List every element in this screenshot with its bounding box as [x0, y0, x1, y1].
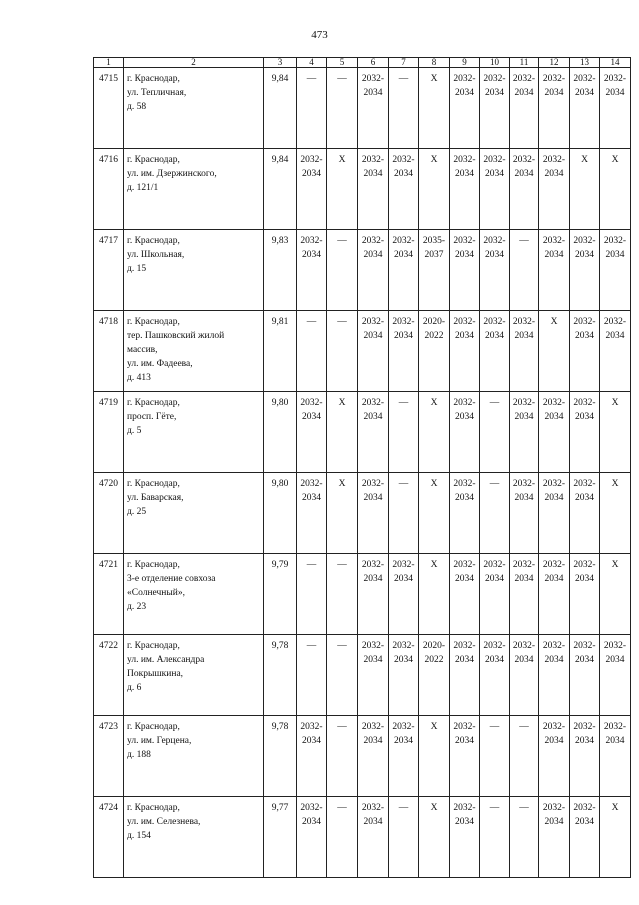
address-line: д. 58 — [127, 102, 147, 112]
period-cell: 2032- 2034 — [570, 311, 600, 392]
period-cell: — — [510, 230, 539, 311]
address-line: ул. им. Фадеева, — [127, 359, 193, 369]
address-line: ул. им. Селезнева, — [127, 817, 201, 827]
row-number: 4721 — [94, 554, 124, 635]
period-cell: 2032- 2034 — [450, 392, 480, 473]
row-number: 4722 — [94, 635, 124, 716]
period-cell: — — [327, 311, 358, 392]
table-row — [94, 392, 631, 473]
period-cell: X — [600, 392, 631, 473]
period-cell: X — [419, 716, 450, 797]
period-cell: 2032- 2034 — [450, 473, 480, 554]
column-header: 12 — [539, 58, 570, 68]
address-line: г. Краснодар, — [127, 236, 180, 246]
period-cell: 2032- 2034 — [570, 797, 600, 878]
period-cell: 2032- 2034 — [450, 635, 480, 716]
table-row — [94, 554, 631, 635]
address-cell — [124, 635, 264, 716]
period-cell: 2032- 2034 — [450, 716, 480, 797]
period-cell: 2032- 2034 — [480, 230, 510, 311]
row-number: 4717 — [94, 230, 124, 311]
period-cell: 2032- 2034 — [358, 554, 389, 635]
period-cell: 2032- 2034 — [539, 68, 570, 149]
period-cell: — — [510, 716, 539, 797]
address-line: г. Краснодар, — [127, 155, 180, 165]
address-line: массив, — [127, 345, 158, 355]
period-cell: 2032- 2034 — [297, 797, 327, 878]
period-cell: 2032- 2034 — [297, 392, 327, 473]
column-header: 11 — [510, 58, 539, 68]
period-cell: X — [419, 473, 450, 554]
address-line: д. 5 — [127, 426, 142, 436]
period-cell: 2032- 2034 — [539, 635, 570, 716]
table-row — [94, 311, 631, 392]
period-cell: — — [389, 473, 419, 554]
address-line: д. 23 — [127, 602, 147, 612]
period-cell: X — [419, 797, 450, 878]
value-cell: 9,80 — [264, 473, 297, 554]
value-cell: 9,80 — [264, 392, 297, 473]
address-line: г. Краснодар, — [127, 74, 180, 84]
period-cell: 2032- 2034 — [297, 716, 327, 797]
value-cell: 9,79 — [264, 554, 297, 635]
period-cell: X — [419, 68, 450, 149]
address-cell — [124, 311, 264, 392]
period-cell: 2032- 2034 — [389, 230, 419, 311]
column-header: 9 — [450, 58, 480, 68]
period-cell: 2032- 2034 — [389, 311, 419, 392]
value-cell: 9,84 — [264, 68, 297, 149]
address-line: г. Краснодар, — [127, 560, 180, 570]
value-cell: 9,78 — [264, 635, 297, 716]
period-cell: X — [327, 149, 358, 230]
period-cell: — — [480, 392, 510, 473]
address-line: «Солнечный», — [127, 588, 185, 598]
table-row — [94, 797, 631, 878]
period-cell: 2032- 2034 — [510, 392, 539, 473]
data-table — [93, 57, 631, 878]
address-line: г. Краснодар, — [127, 722, 180, 732]
address-line: ул. им. Дзержинского, — [127, 169, 217, 179]
period-cell: 2032- 2034 — [450, 149, 480, 230]
period-cell: 2032- 2034 — [539, 392, 570, 473]
column-header: 3 — [264, 58, 297, 68]
address-line: д. 188 — [127, 750, 151, 760]
row-number: 4715 — [94, 68, 124, 149]
row-number: 4719 — [94, 392, 124, 473]
period-cell: 2032- 2034 — [480, 68, 510, 149]
address-line: д. 6 — [127, 683, 142, 693]
period-cell: 2032- 2034 — [600, 230, 631, 311]
address-line: ул. им. Герцена, — [127, 736, 192, 746]
period-cell: 2032- 2034 — [358, 230, 389, 311]
period-cell: 2032- 2034 — [358, 716, 389, 797]
value-cell: 9,77 — [264, 797, 297, 878]
row-number: 4723 — [94, 716, 124, 797]
period-cell: — — [480, 716, 510, 797]
value-cell: 9,84 — [264, 149, 297, 230]
period-cell: — — [480, 473, 510, 554]
address-cell — [124, 716, 264, 797]
address-line: просп. Гёте, — [127, 412, 177, 422]
period-cell: 2020- 2022 — [419, 311, 450, 392]
period-cell: — — [297, 635, 327, 716]
period-cell: 2032- 2034 — [600, 635, 631, 716]
period-cell: — — [389, 68, 419, 149]
table-row — [94, 149, 631, 230]
period-cell: 2032- 2034 — [450, 311, 480, 392]
column-header: 6 — [358, 58, 389, 68]
column-header: 4 — [297, 58, 327, 68]
address-line: г. Краснодар, — [127, 803, 180, 813]
period-cell: X — [419, 392, 450, 473]
period-cell: 2032- 2034 — [358, 68, 389, 149]
period-cell: — — [389, 797, 419, 878]
period-cell: 2032- 2034 — [570, 554, 600, 635]
row-number: 4720 — [94, 473, 124, 554]
period-cell: 2032- 2034 — [539, 149, 570, 230]
period-cell: — — [327, 635, 358, 716]
table-row — [94, 716, 631, 797]
address-line: д. 25 — [127, 507, 147, 517]
address-cell — [124, 68, 264, 149]
period-cell: — — [297, 68, 327, 149]
period-cell: 2032- 2034 — [570, 392, 600, 473]
period-cell: 2032- 2034 — [510, 149, 539, 230]
period-cell: 2032- 2034 — [358, 311, 389, 392]
address-cell — [124, 149, 264, 230]
period-cell: X — [327, 392, 358, 473]
period-cell: — — [480, 797, 510, 878]
period-cell: X — [570, 149, 600, 230]
period-cell: 2032- 2034 — [600, 716, 631, 797]
period-cell: 2032- 2034 — [389, 635, 419, 716]
period-cell: 2032- 2034 — [358, 149, 389, 230]
period-cell: 2032- 2034 — [480, 554, 510, 635]
column-header: 1 — [94, 58, 124, 68]
period-cell: 2035- 2037 — [419, 230, 450, 311]
period-cell: 2032- 2034 — [600, 311, 631, 392]
period-cell: 2032- 2034 — [297, 473, 327, 554]
table-row — [94, 635, 631, 716]
period-cell: 2032- 2034 — [389, 716, 419, 797]
period-cell: 2032- 2034 — [297, 230, 327, 311]
period-cell: X — [539, 311, 570, 392]
column-header: 5 — [327, 58, 358, 68]
period-cell: 2032- 2034 — [450, 554, 480, 635]
period-cell: 2032- 2034 — [358, 473, 389, 554]
period-cell: 2032- 2034 — [450, 230, 480, 311]
table-row — [94, 473, 631, 554]
period-cell: 2032- 2034 — [450, 797, 480, 878]
period-cell: X — [600, 473, 631, 554]
address-line: г. Краснодар, — [127, 479, 180, 489]
period-cell: 2032- 2034 — [389, 554, 419, 635]
header-row — [94, 58, 631, 68]
address-line: д. 413 — [127, 373, 151, 383]
period-cell: — — [297, 311, 327, 392]
period-cell: — — [510, 797, 539, 878]
column-header: 2 — [124, 58, 264, 68]
period-cell: X — [600, 797, 631, 878]
address-line: ул. Баварская, — [127, 493, 184, 503]
row-number: 4724 — [94, 797, 124, 878]
period-cell: — — [327, 716, 358, 797]
period-cell: — — [297, 554, 327, 635]
table-row — [94, 68, 631, 149]
period-cell: 2032- 2034 — [358, 635, 389, 716]
period-cell: X — [327, 473, 358, 554]
address-line: г. Краснодар, — [127, 641, 180, 651]
period-cell: 2032- 2034 — [358, 392, 389, 473]
period-cell: 2032- 2034 — [450, 68, 480, 149]
period-cell: 2032- 2034 — [570, 635, 600, 716]
period-cell: 2032- 2034 — [600, 68, 631, 149]
address-line: ул. Школьная, — [127, 250, 185, 260]
column-header: 7 — [389, 58, 419, 68]
row-number: 4716 — [94, 149, 124, 230]
period-cell: 2032- 2034 — [539, 473, 570, 554]
address-line: д. 121/1 — [127, 183, 159, 193]
period-cell: X — [419, 149, 450, 230]
period-cell: 2020- 2022 — [419, 635, 450, 716]
value-cell: 9,83 — [264, 230, 297, 311]
period-cell: 2032- 2034 — [510, 554, 539, 635]
period-cell: — — [389, 392, 419, 473]
address-line: д. 154 — [127, 831, 151, 841]
address-cell — [124, 797, 264, 878]
period-cell: — — [327, 230, 358, 311]
period-cell: 2032- 2034 — [480, 149, 510, 230]
period-cell: 2032- 2034 — [389, 149, 419, 230]
value-cell: 9,81 — [264, 311, 297, 392]
address-line: 3-е отделение совхоза — [127, 574, 216, 584]
period-cell: 2032- 2034 — [480, 311, 510, 392]
column-header: 10 — [480, 58, 510, 68]
column-header: 13 — [570, 58, 600, 68]
period-cell: 2032- 2034 — [297, 149, 327, 230]
address-line: тер. Пашковский жилой — [127, 331, 225, 341]
address-cell — [124, 473, 264, 554]
column-header: 8 — [419, 58, 450, 68]
address-line: ул. им. Александра — [127, 655, 205, 665]
period-cell: 2032- 2034 — [510, 635, 539, 716]
address-cell — [124, 230, 264, 311]
table-row — [94, 230, 631, 311]
period-cell: 2032- 2034 — [570, 473, 600, 554]
period-cell: 2032- 2034 — [480, 635, 510, 716]
value-cell: 9,78 — [264, 716, 297, 797]
period-cell: 2032- 2034 — [510, 68, 539, 149]
address-cell — [124, 392, 264, 473]
period-cell: 2032- 2034 — [570, 716, 600, 797]
period-cell: 2032- 2034 — [570, 68, 600, 149]
page-number: 473 — [311, 29, 328, 41]
address-line: г. Краснодар, — [127, 398, 180, 408]
address-line: г. Краснодар, — [127, 317, 180, 327]
period-cell: X — [600, 554, 631, 635]
address-cell — [124, 554, 264, 635]
period-cell: X — [419, 554, 450, 635]
period-cell: 2032- 2034 — [358, 797, 389, 878]
period-cell: 2032- 2034 — [539, 230, 570, 311]
row-number: 4718 — [94, 311, 124, 392]
address-line: ул. Тепличная, — [127, 88, 187, 98]
period-cell: 2032- 2034 — [570, 230, 600, 311]
period-cell: 2032- 2034 — [539, 797, 570, 878]
period-cell: — — [327, 554, 358, 635]
address-line: д. 15 — [127, 264, 147, 274]
period-cell: 2032- 2034 — [510, 473, 539, 554]
period-cell: — — [327, 797, 358, 878]
period-cell: 2032- 2034 — [539, 554, 570, 635]
address-line: Покрышкина, — [127, 669, 184, 679]
period-cell: — — [327, 68, 358, 149]
period-cell: 2032- 2034 — [539, 716, 570, 797]
column-header: 14 — [600, 58, 631, 68]
period-cell: X — [600, 149, 631, 230]
period-cell: 2032- 2034 — [510, 311, 539, 392]
